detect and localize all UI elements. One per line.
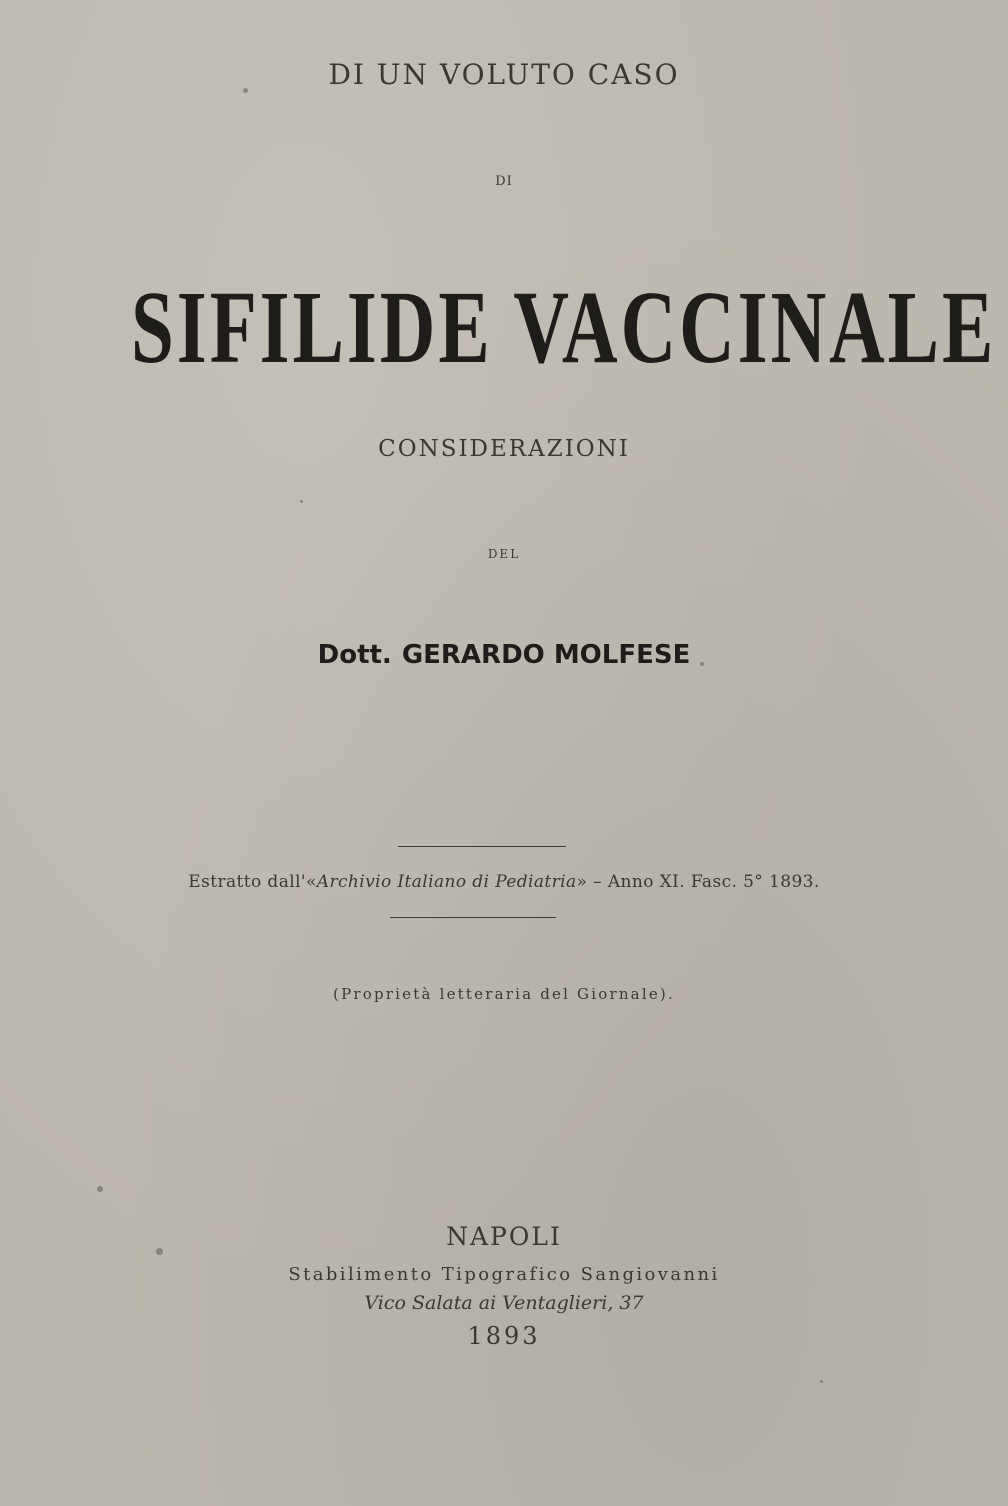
extract-tail: » – Anno XI. Fasc. 5° 1893. xyxy=(576,872,820,892)
imprint-printer: Stabilimento Tipografico Sangiovanni xyxy=(288,1264,720,1285)
imprint-address: Vico Salata ai Ventaglieri, 37 xyxy=(364,1292,644,1314)
paper-speck xyxy=(243,88,248,93)
divider-bottom xyxy=(390,917,556,918)
paper-speck xyxy=(820,1380,823,1383)
main-title: SIFILIDE VACCINALE xyxy=(131,270,997,385)
author-name: GERARDO MOLFESE xyxy=(401,640,691,670)
imprint-year: 1893 xyxy=(467,1322,541,1350)
author-line xyxy=(0,640,1008,670)
paper-speck xyxy=(300,500,303,503)
extract-lead: Estratto dall'« xyxy=(188,872,317,892)
imprint-city: NAPOLI xyxy=(446,1222,562,1251)
paper-speck xyxy=(156,1248,163,1255)
connector-di: DI xyxy=(495,174,513,189)
connector-del: DEL xyxy=(487,547,521,561)
journal-title: Archivio Italiano di Pediatria xyxy=(316,872,577,892)
extract-line xyxy=(0,872,1008,892)
property-note: (Proprietà letteraria del Giornale). xyxy=(333,985,675,1003)
paper-speck xyxy=(700,662,704,666)
paper-speck xyxy=(97,1186,103,1192)
subtitle-top: DI UN VOLUTO CASO xyxy=(328,58,680,91)
considerazioni-heading: CONSIDERAZIONI xyxy=(378,436,630,462)
divider-top xyxy=(398,846,566,847)
author-prefix: Dott. xyxy=(317,640,392,670)
